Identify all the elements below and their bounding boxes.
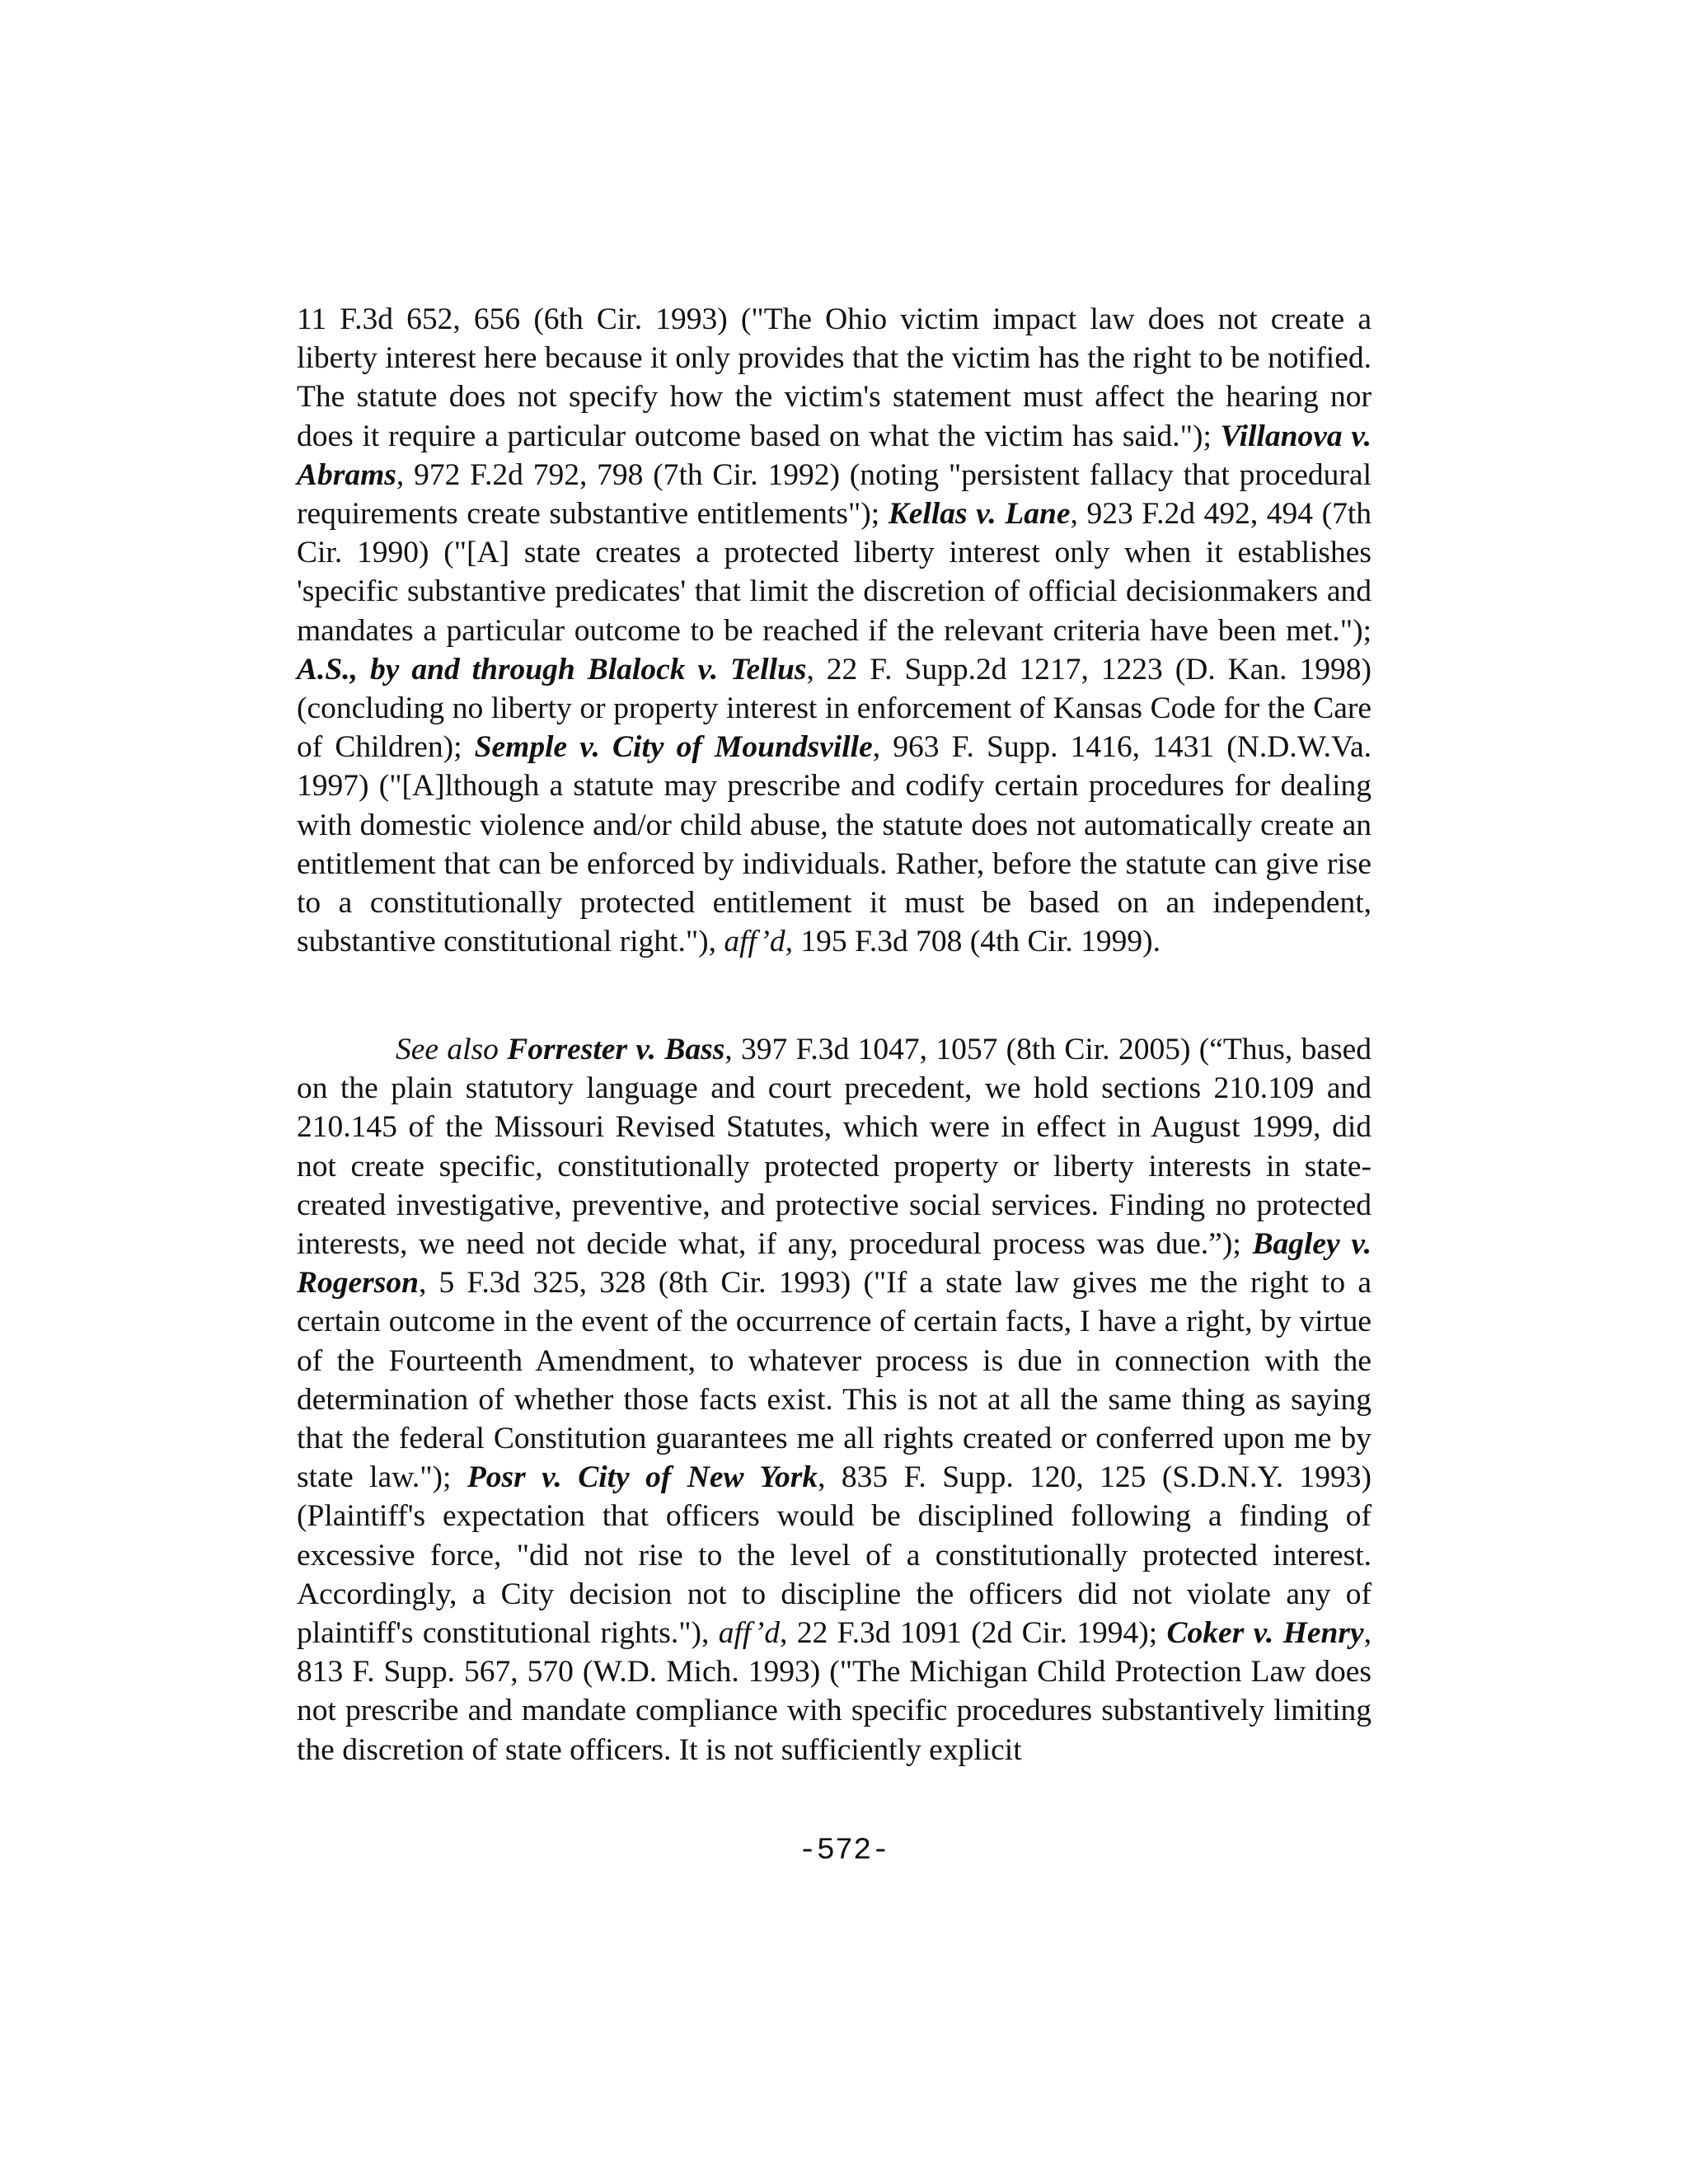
citation-signal: See also (396, 1033, 508, 1066)
case-name: Posr v. City of New York (467, 1460, 818, 1495)
case-name: Bagley v. Rogerson (297, 1227, 1372, 1301)
paragraph-2 (297, 1030, 1372, 1769)
case-name: Coker v. Henry (1166, 1616, 1364, 1651)
case-name: Semple v. City of Moundsville (474, 730, 873, 765)
paragraph-1 (297, 300, 1372, 961)
case-name: Kellas v. Lane (888, 497, 1071, 532)
citation-signal: aff’d, (724, 925, 794, 959)
case-name: Forrester v. Bass (507, 1033, 725, 1066)
case-name: A.S., by and through Blalock v. Tellus (297, 652, 807, 687)
paragraph-1-text: 11 F.3d 652, 656 (6th Cir. 1993) ("The Ohio victim impact law does not create a liberty interest here because it only provides that the victim has the right to be notified. The statute does not specify how the victim's statement must affect the hearing nor does it require a particular outcome based on what the victim has said."); Villanova v. Abrams, 972 F.2d 792, 798 (7th Cir. 1992) (noting "persistent fallacy that procedural requirements create substantive entitlements"); Kellas v. Lane, 923 F.2d 492, 494 (7th Cir. 1990) ("[A] state creates a protected liberty interest only when it establishes 'specific substantive predicates' that limit the discretion of official decisionmakers and mandates a particular outcome to be reached if the relevant criteria have been met."); A.S., by and through Blalock v. Tellus, 22 F. Supp.2d 1217, 1223 (D. Kan. 1998) (concluding no liberty or property interest in enforcement of Kansas Code for the Care of Children); Semple v. City of Moundsville, 963 F. Supp. 1416, 1431 (N.D.W.Va. 1997) ("[A]lthough a statute may prescribe and codify certain procedures for dealing with domestic violence and/or child abuse, the statute does not automatically create an entitlement that can be enforced by individuals. Rather, before the statute can give rise to a constitutionally protected entitlement it must be based on an independent, substantive constitutional right."), aff’d, 195 F.3d 708 (4th Cir. 1999). (297, 302, 1372, 959)
citation-signal: aff’d (718, 1616, 781, 1651)
paragraph-2-text: See also Forrester v. Bass, 397 F.3d 1047, 1057 (8th Cir. 2005) (“Thus, based on the plain statutory language and court precedent, we hold sections 210.109 and 210.145 of the Missouri Revised Statutes, which were in effect in August 1999, did not create specific, constitutionally protected property or liberty interests in state-created investigative, preventive, and protective social services. Finding no protected interests, we need not decide what, if any, procedural process was due.”); Bagley v. Rogerson, 5 F.3d 325, 328 (8th Cir. 1993) ("If a state law gives me the right to a certain outcome in the event of the occurrence of certain facts, I have a right, by virtue of the Fourteenth Amendment, to whatever process is due in connection with the determination of whether those facts exist. This is not at all the same thing as saying that the federal Constitution guarantees me all rights created or conferred upon me by state law."); Posr v. City of New York, 835 F. Supp. 120, 125 (S.D.N.Y. 1993) (Plaintiff's expectation that officers would be disciplined following a finding of excessive force, "did not rise to the level of a constitutionally protected interest. Accordingly, a City decision not to discipline the officers did not violate any of plaintiff's constitutional rights."), aff’d, 22 F.3d 1091 (2d Cir. 1994); Coker v. Henry, 813 F. Supp. 567, 570 (W.D. Mich. 1993) ("The Michigan Child Protection Law does not prescribe and mandate compliance with specific procedures substantively limiting the discretion of state officers. It is not sufficiently explicit (297, 1033, 1372, 1767)
page-number: -572- (798, 1834, 890, 1868)
case-name: Villanova v. Abrams (297, 419, 1372, 492)
